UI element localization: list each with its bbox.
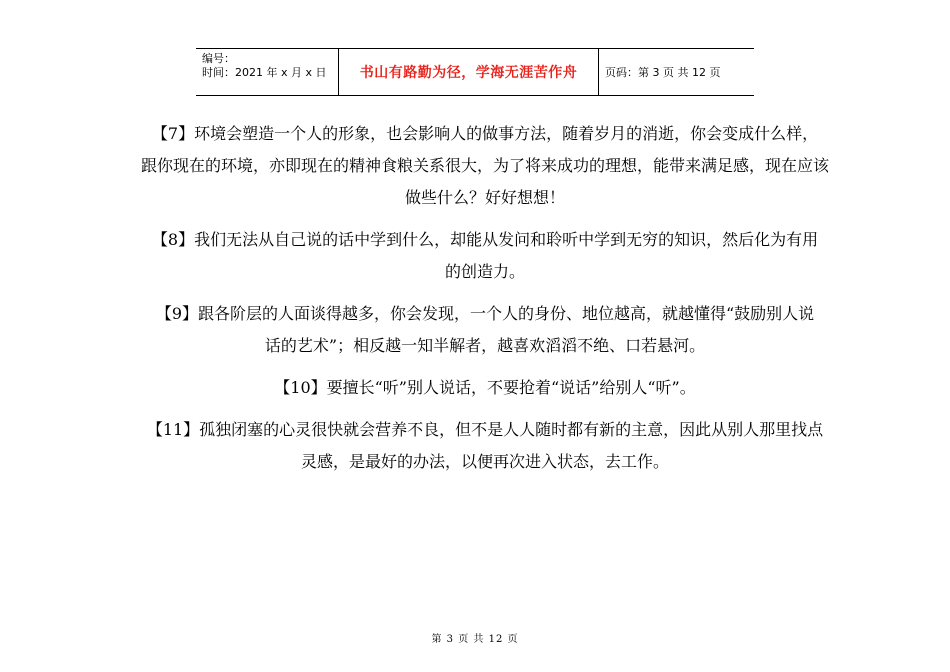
paragraph-line: 【11】孤独闭塞的心灵很快就会营养不良，但不是人人随时都有新的主意，因此从别人那里找点 [146, 420, 824, 439]
paragraph-line: 【9】跟各阶层的人面谈得越多，你会发现，一个人的身份、地位越高，就越懂得“鼓励别人说 [155, 304, 815, 323]
paragraph-9 [100, 298, 870, 362]
document-body [100, 118, 870, 488]
paragraph-11 [100, 414, 870, 478]
paragraph-line: 做些什么？好好想想！ [404, 188, 565, 207]
paragraph-8 [100, 224, 870, 288]
paragraph-line: 跟你现在的环境，亦即现在的精神食粮关系很大，为了将来成功的理想，能带来满足感，现在应该 [140, 156, 829, 175]
paragraph-line: 灵感，是最好的办法，以便再次进入状态，去工作。 [300, 452, 669, 471]
header-page-info: 页码：第 3 页 共 12 页 [605, 66, 721, 79]
paragraph-line: 的创造力。 [444, 262, 525, 281]
header-meta-cell [196, 49, 339, 95]
number-label: 编号： [202, 52, 235, 65]
paragraph-7 [100, 118, 870, 214]
time-label: 时间：2021 年 x 月 x 日 [202, 66, 327, 79]
document-header [196, 48, 754, 96]
paragraph-line: 【10】要擅长“听”别人说话，不要抢着“说话”给别人“听”。 [274, 378, 696, 397]
paragraph-line: 【8】我们无法从自己说的话中学到什么，却能从发问和聆听中学到无穷的知识，然后化为有用 [151, 230, 819, 249]
paragraph-10 [100, 372, 870, 404]
page-footer: 第 3 页 共 12 页 [431, 634, 519, 645]
header-motto: 书山有路勤为径，学海无涯苦作舟 [339, 49, 599, 95]
paragraph-line: 【7】环境会塑造一个人的形象，也会影响人的做事方法，随着岁月的消逝，你会变成什么样， [151, 124, 819, 143]
paragraph-line: 话的艺术”；相反越一知半解者，越喜欢滔滔不绝、口若悬河。 [264, 336, 706, 355]
